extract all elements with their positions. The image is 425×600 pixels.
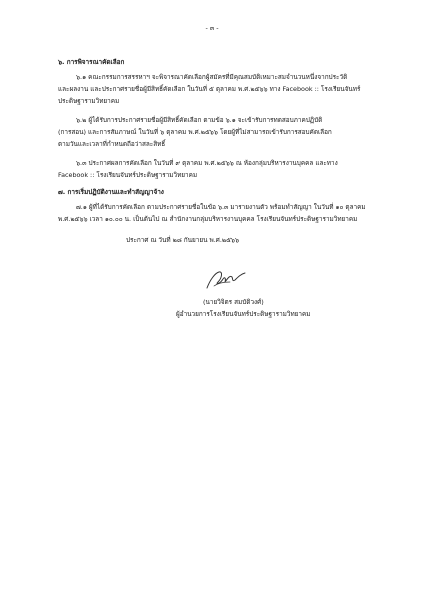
- signer-name: (นายวิจิตร สมบัติวงศ์): [203, 298, 264, 306]
- section7-p1-line2: พ.ศ.๒๕๖๖ เวลา ๑๐.๐๐ น. เป็นต้นไป ณ สำนักงานกลุ่มบริหารงานบุคคล โรงเรียนจันทร์ประดิษฐารามวิทยาคม: [58, 215, 358, 223]
- announce-date: ประกาศ ณ วันที่ ๒๘ กันยายน พ.ศ.๒๕๖๖: [126, 236, 240, 244]
- section7-heading: ๗. การเริ่มปฏิบัติงานและทำสัญญาจ้าง: [58, 188, 164, 196]
- signature-image: [204, 266, 248, 294]
- section7-p1-line1: ๗.๑ ผู้ที่ได้รับการคัดเลือก ตามประกาศรายชื่อในข้อ ๖.๓ มารายงานตัว พร้อมทำสัญญา ในวันที่ ๑๐ ตุลาคม: [76, 203, 366, 211]
- section6-p1-line1: ๖.๑ คณะกรรมการสรรหาฯ จะพิจารณาคัดเลือกผู้สมัครที่มีคุณสมบัติเหมาะสมจำนวนหนึ่งจากประวัติ: [76, 73, 348, 81]
- section6-p3-line2: Facebook :: โรงเรียนจันทร์ประดิษฐารามวิทยาคม: [58, 171, 198, 179]
- signer-title: ผู้อำนวยการโรงเรียนจันทร์ประดิษฐารามวิทยาคม: [176, 310, 311, 318]
- page-number: - ๓ -: [205, 24, 219, 32]
- section6-heading: ๖. การพิจารณาคัดเลือก: [58, 58, 125, 66]
- section6-p1-line3: ประดิษฐารามวิทยาคม: [58, 97, 120, 105]
- section6-p2-line2: (การสอน) และการสัมภาษณ์ ในวันที่ ๖ ตุลาคม พ.ศ.๒๕๖๖ โดยผู้ที่ไม่สามารถเข้ารับการสอบคัดเลือก: [58, 128, 332, 136]
- section6-p3-line1: ๖.๓ ประกาศผลการคัดเลือก ในวันที่ ๙ ตุลาคม พ.ศ.๒๕๖๖ ณ ห้องกลุ่มบริหารงานบุคคล และทาง: [76, 159, 338, 167]
- section6-p1-line2: และผลงาน และประกาศรายชื่อผู้มีสิทธิ์คัดเลือก ในวันที่ ๕ ตุลาคม พ.ศ.๒๕๖๖ ทาง Facebook :: โรงเรียนจันทร์: [58, 85, 361, 93]
- section6-p2-line3: ตามวันและเวลาที่กำหนดถือว่าสละสิทธิ์: [58, 140, 166, 148]
- section6-p2-line1: ๖.๒ ผู้ได้รับการประกาศรายชื่อผู้มีสิทธิ์คัดเลือก ตามข้อ ๖.๑ จะเข้ารับการทดสอบภาคปฏิบัติ: [76, 116, 323, 124]
